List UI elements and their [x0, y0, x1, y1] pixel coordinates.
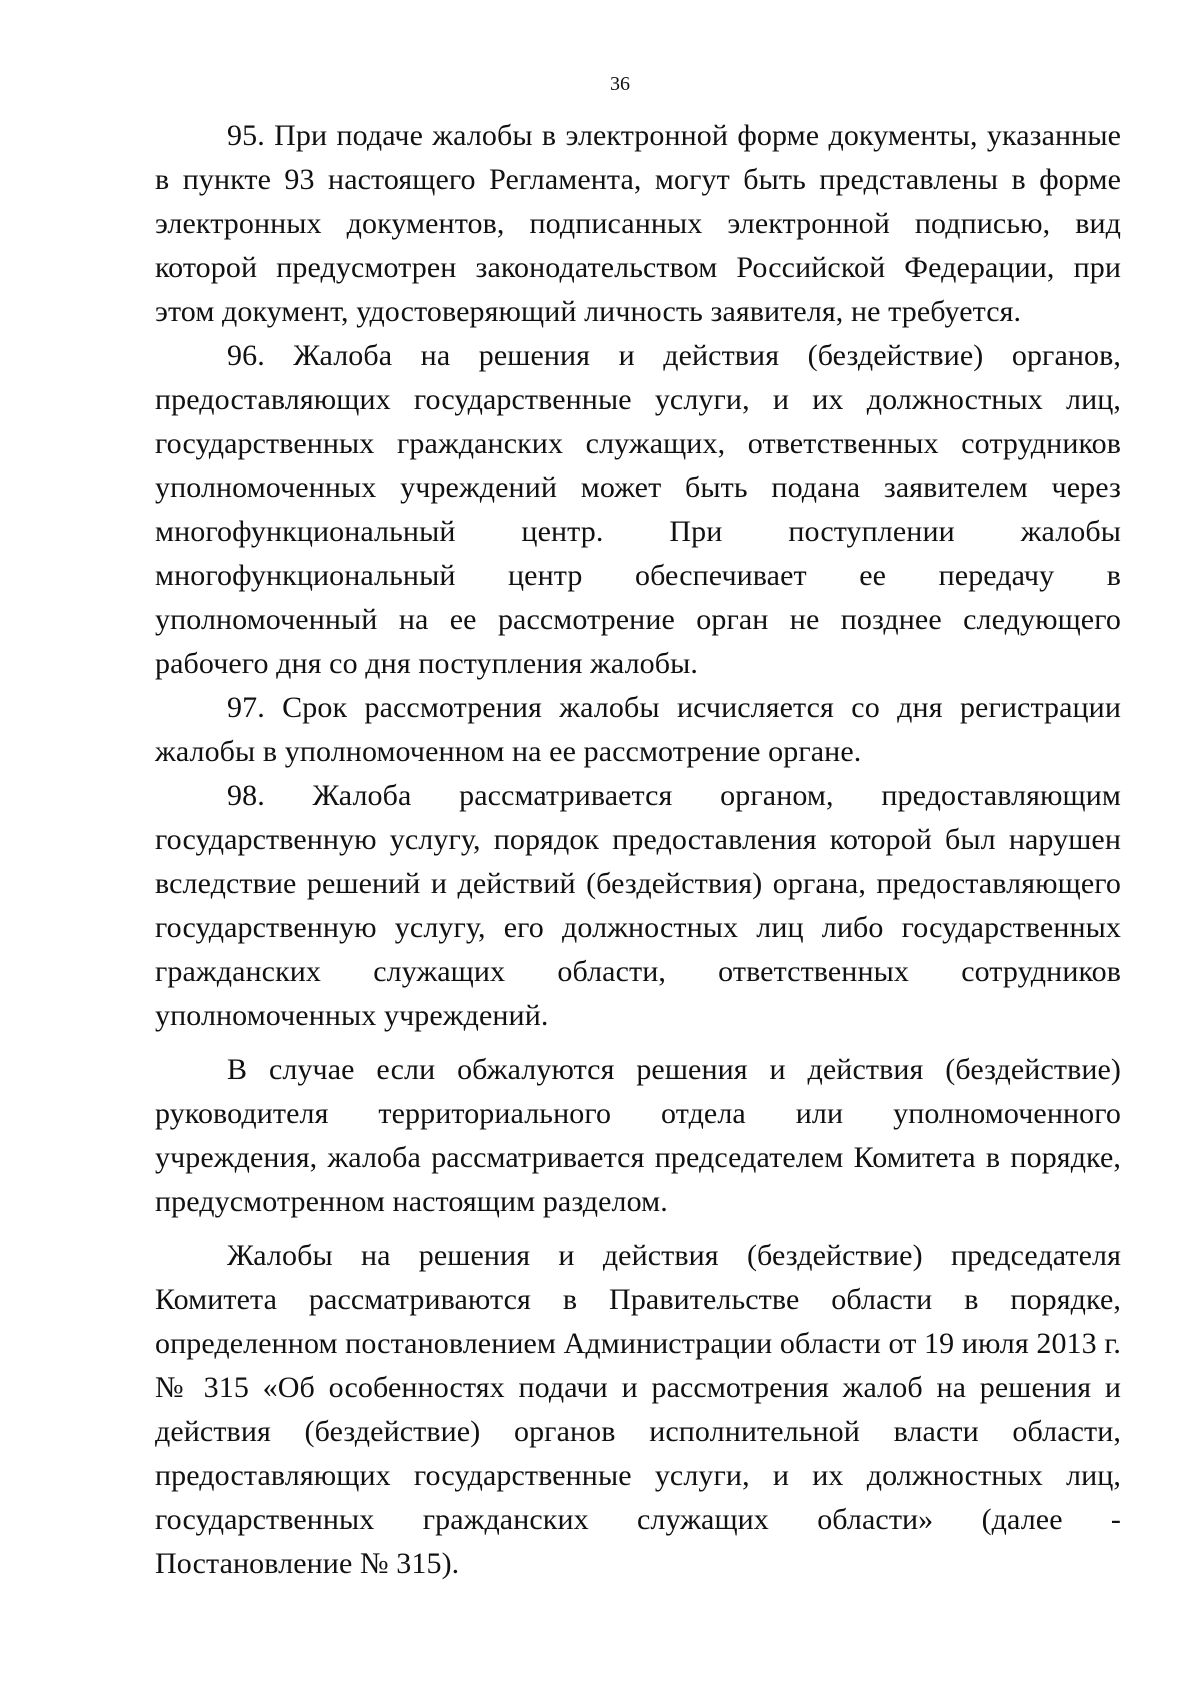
- paragraph-95: 95. При подаче жалобы в электронной форме документы, указанные в пункте 93 настоящего Регламента, могут быть представлены в форме электронных документов, подписанных электронной подписью, вид которой предусмотрен законодательством Российской Федерации, при этом документ, удостоверяющий личность заявителя, не требуется.: [155, 119, 1121, 328]
- paragraph-96: 96. Жалоба на решения и действия (бездействие) органов, предоставляющих государственные услуги, и их должностных лиц, государственных гражданских служащих, ответственных сотрудников уполномоченных учреждений может быть подана заявителем через многофункциональный центр. При поступлении жалобы многофункциональный центр обеспечивает ее передачу в уполномоченный на ее рассмотрение орган не позднее следующего рабочего дня со дня поступления жалобы.: [155, 339, 1121, 680]
- paragraph-chairman-appeal: Жалобы на решения и действия (бездействие) председателя Комитета рассматриваются в Правительстве области в порядке, определенном постановлением Администрации области от 19 июля 2013 г. № 315 «Об особенностях подачи и рассмотрения жалоб на решения и действия (бездействие) органов исполнительной власти области, предоставляющих государственные услуги, и их должностных лиц, государственных гражданских служащих области» (далее - Постановление № 315).: [155, 1239, 1121, 1580]
- document-body: [155, 114, 1121, 1586]
- paragraph-97: 97. Срок рассмотрения жалобы исчисляется со дня регистрации жалобы в уполномоченном на ее рассмотрение органе.: [155, 691, 1121, 768]
- page-number: 36: [610, 73, 630, 95]
- paragraph-head-appeal: В случае если обжалуются решения и действия (бездействие) руководителя территориального отдела или уполномоченного учреждения, жалоба рассматривается председателем Комитета в порядке, предусмотренном настоящим разделом.: [155, 1053, 1121, 1218]
- paragraph-98: 98. Жалоба рассматривается органом, предоставляющим государственную услугу, порядок предоставления которой был нарушен вследствие решений и действий (бездействия) органа, предоставляющего государственную услугу, его должностных лиц либо государственных гражданских служащих области, ответственных сотрудников уполномоченных учреждений.: [155, 779, 1121, 1032]
